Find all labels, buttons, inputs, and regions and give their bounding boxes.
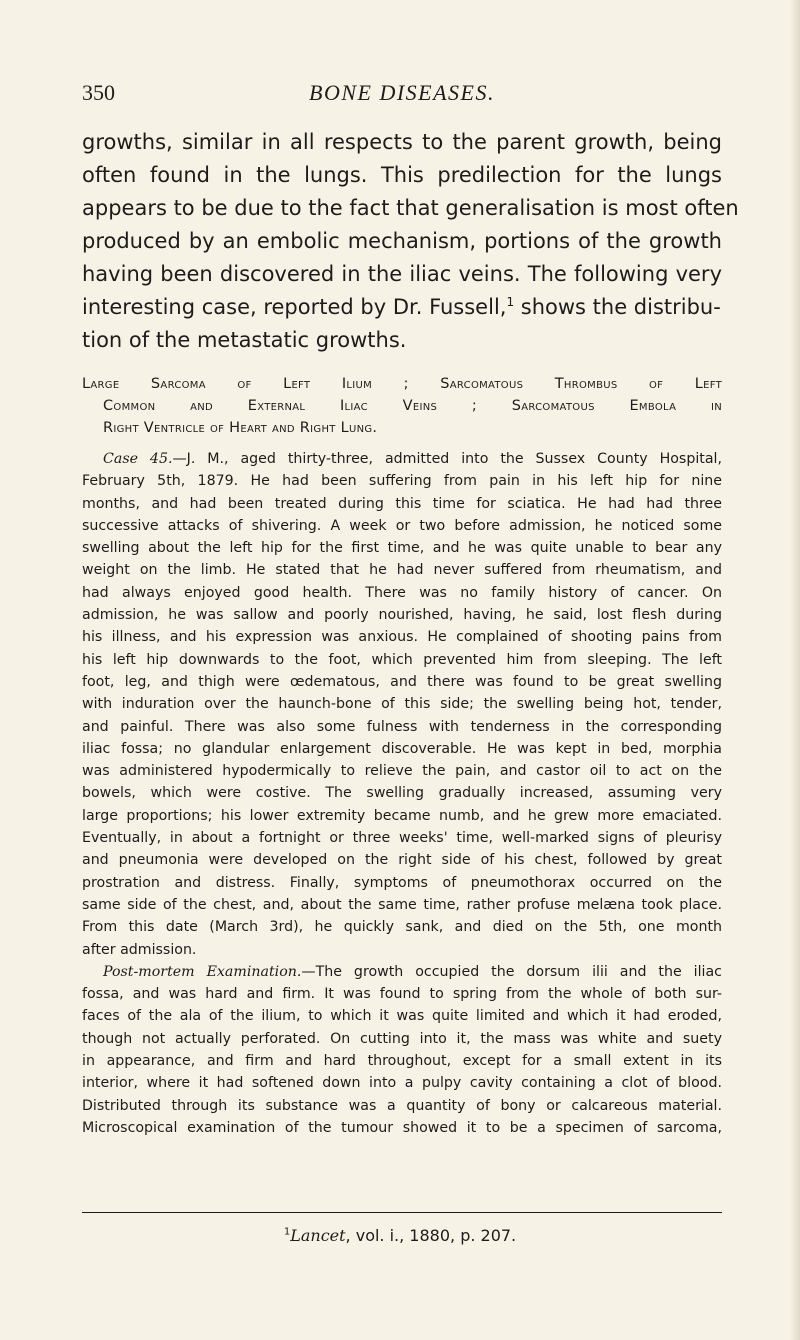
case-report-line: and painful. There was also some fulness with tenderness in the corresponding bbox=[82, 718, 722, 735]
case-report-line: and pneumonia were developed on the right side of his chest, followed by great bbox=[82, 852, 722, 869]
case-report-line-text: —J. M., aged thirty-three, admitted into the Sussex County Hospital, bbox=[172, 451, 722, 467]
case-label: Case 45. bbox=[103, 451, 173, 467]
intro-line-text: interesting case, reported by Dr. Fussell, bbox=[82, 295, 507, 319]
page-number: 350 bbox=[82, 80, 115, 105]
case-report-line: same side of the chest, and, about the same time, rather profuse melæna took place. bbox=[82, 896, 722, 913]
case-report-line: large proportions; his lower extremity became numb, and he grew more emaciated. bbox=[82, 807, 722, 824]
intro-line: often found in the lungs. This predilection for the lungs bbox=[82, 163, 722, 187]
case-report-line: iliac fossa; no glandular enlargement discoverable. He was kept in bed, morphia bbox=[82, 740, 722, 757]
footnote-marker: 1 bbox=[283, 1226, 291, 1238]
post-mortem-line: Distributed through its substance was a quantity of bony or calcareous material. bbox=[82, 1097, 722, 1114]
intro-line-tail: shows the distribu- bbox=[514, 295, 721, 319]
post-mortem-label: Post-mortem Examination. bbox=[103, 963, 302, 980]
footnote bbox=[0, 1226, 800, 1246]
case-heading bbox=[82, 373, 722, 439]
intro-line: tion of the metastatic growths. bbox=[82, 328, 407, 352]
page-header bbox=[82, 80, 722, 106]
post-mortem-line: faces of the ala of the ilium, to which it was quite limited and which it had eroded, bbox=[82, 1008, 722, 1025]
case-report-line: prostration and distress. Finally, symptoms of pneumothorax occurred on the bbox=[82, 874, 722, 891]
case-report bbox=[82, 448, 722, 1139]
post-mortem-line: interior, where it had softened down into a pulpy cavity containing a clot of blood. bbox=[82, 1075, 722, 1092]
intro-line bbox=[82, 291, 722, 324]
case-report-line: after admission. bbox=[82, 941, 197, 958]
case-report-line: his left hip downwards to the foot, which prevented him from sleeping. The left bbox=[82, 651, 722, 668]
intro-paragraph bbox=[82, 126, 739, 357]
case-report-line: weight on the limb. He stated that he had never suffered from rheumatism, and bbox=[82, 562, 722, 579]
case-report-line: swelling about the left hip for the first time, and he was quite unable to bear any bbox=[82, 540, 722, 557]
post-mortem-line bbox=[82, 961, 722, 983]
intro-line: growths, similar in all respects to the parent growth, being bbox=[82, 130, 722, 154]
post-mortem-line: Microscopical examination of the tumour showed it to be a specimen of sarcoma, bbox=[82, 1119, 722, 1136]
post-mortem-line: in appearance, and firm and hard throughout, except for a small extent in its bbox=[82, 1053, 722, 1070]
case-report-line: February 5th, 1879. He had been suffering from pain in his left hip for nine bbox=[82, 473, 722, 490]
footnote-reference: 1 bbox=[506, 295, 515, 309]
case-heading-line: Common and External Iliac Veins ; Sarcomatous Embola in bbox=[103, 398, 722, 414]
intro-line: having been discovered in the iliac veins. The following very bbox=[82, 262, 722, 286]
page-edge-shadow bbox=[790, 0, 800, 1340]
case-report-line: Eventually, in about a fortnight or three weeks' time, well-marked signs of pleurisy bbox=[82, 830, 722, 847]
case-report-line: admission, he was sallow and poorly nourished, having, he said, lost flesh during bbox=[82, 607, 722, 624]
case-heading-line: Right Ventricle of Heart and Right Lung. bbox=[103, 420, 378, 436]
case-heading-line: Large Sarcoma of Left Ilium ; Sarcomatous Thrombus of Left bbox=[82, 376, 722, 392]
case-report-line: months, and had been treated during this time for sciatica. He had had three bbox=[82, 495, 722, 512]
case-report-line: foot, leg, and thigh were œdematous, and there was found to be great swelling bbox=[82, 673, 722, 690]
intro-line: appears to be due to the fact that generalisation is most often bbox=[82, 196, 739, 220]
case-report-line: bowels, which were costive. The swelling gradually increased, assuming very bbox=[82, 785, 722, 802]
intro-line: produced by an embolic mechanism, portions of the growth bbox=[82, 229, 722, 253]
case-report-line: his illness, and his expression was anxious. He complained of shooting pains from bbox=[82, 629, 722, 646]
case-report-line: had always enjoyed good health. There was no family history of cancer. On bbox=[82, 584, 722, 601]
case-report-line: with induration over the haunch-bone of this side; the swelling being hot, tender, bbox=[82, 696, 722, 713]
footnote-source: Lancet bbox=[290, 1226, 346, 1245]
running-head: BONE DISEASES. bbox=[309, 80, 495, 105]
case-report-line bbox=[82, 448, 722, 470]
post-mortem-line: though not actually perforated. On cutting into it, the mass was white and suety bbox=[82, 1030, 722, 1047]
case-report-line: From this date (March 3rd), he quickly sank, and died on the 5th, one month bbox=[82, 919, 722, 936]
post-mortem-line-text: —The growth occupied the dorsum ilii and the iliac bbox=[301, 963, 722, 980]
footnote-citation: , vol. i., 1880, p. 207. bbox=[345, 1226, 517, 1245]
case-report-line: successive attacks of shivering. A week or two before admission, he noticed some bbox=[82, 517, 722, 534]
footnote-divider bbox=[82, 1212, 722, 1213]
post-mortem-line: fossa, and was hard and firm. It was found to spring from the whole of both sur- bbox=[82, 986, 722, 1003]
case-report-line: was administered hypodermically to relieve the pain, and castor oil to act on the bbox=[82, 763, 722, 780]
